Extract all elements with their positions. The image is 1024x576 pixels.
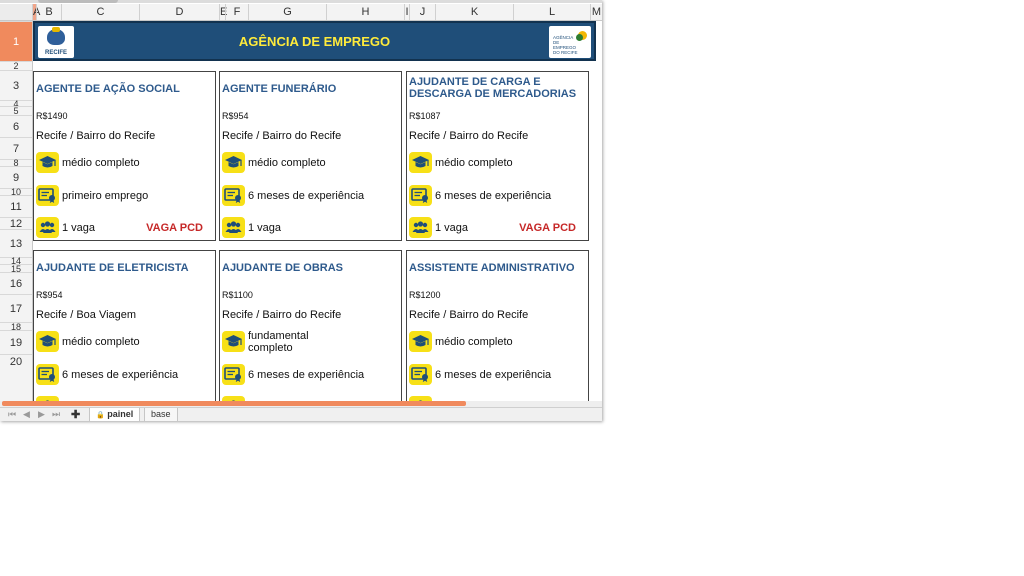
- select-all-corner[interactable]: [0, 4, 32, 20]
- toolbar-strip: [0, 0, 602, 3]
- row-header[interactable]: 12: [0, 217, 32, 229]
- page-title: AGÊNCIA DE EMPREGO: [238, 34, 391, 49]
- logo-right-text: AGÊNCIA DE EMPREGO DO RECIFE: [553, 35, 578, 55]
- graduation-cap-icon: [222, 331, 245, 352]
- salary-text: R$1100: [222, 290, 253, 300]
- row-header[interactable]: 6: [0, 115, 32, 137]
- location-text: Recife / Bairro do Recife: [222, 130, 342, 142]
- column-header[interactable]: J: [409, 4, 435, 20]
- row-header[interactable]: 16: [0, 272, 32, 294]
- vacancies-text: 1 vaga: [248, 222, 282, 234]
- spreadsheet-window: [0, 0, 602, 421]
- job-title: AJUDANTE DE CARGA E DESCARGA DE MERCADORIAS: [409, 76, 577, 100]
- graduation-cap-icon: [409, 331, 432, 352]
- column-header-bar: [0, 4, 602, 21]
- salary-text: R$954: [222, 111, 249, 121]
- salary-text: R$1200: [409, 290, 441, 300]
- row-header[interactable]: 18: [0, 322, 32, 330]
- graduation-cap-icon: [409, 152, 432, 173]
- experience-text: primeiro emprego: [62, 190, 149, 202]
- pcd-badge: VAGA PCD: [519, 222, 576, 234]
- job-card[interactable]: [406, 250, 589, 410]
- vacancies-text: 1 vaga: [62, 222, 96, 234]
- row-header[interactable]: 17: [0, 294, 32, 322]
- certificate-icon: [409, 364, 432, 385]
- people-icon: [409, 217, 432, 238]
- tab-base[interactable]: [144, 408, 178, 421]
- row-header[interactable]: 20: [0, 354, 32, 368]
- education-text: médio completo: [248, 157, 326, 169]
- column-header[interactable]: F: [225, 4, 248, 20]
- column-header[interactable]: H: [326, 4, 404, 20]
- people-icon: [36, 217, 59, 238]
- row-header[interactable]: 10: [0, 188, 32, 195]
- location-text: Recife / Bairro do Recife: [222, 309, 342, 321]
- graduation-cap-icon: [36, 152, 59, 173]
- experience-text: 6 meses de experiência: [62, 369, 179, 381]
- certificate-icon: [36, 364, 59, 385]
- lock-icon: 🔒: [96, 412, 105, 419]
- column-header[interactable]: M: [591, 6, 602, 18]
- row-header[interactable]: 1: [0, 21, 32, 61]
- row-header[interactable]: 15: [0, 264, 32, 272]
- tab-label: base: [151, 409, 171, 419]
- certificate-icon: [409, 185, 432, 206]
- add-sheet-icon[interactable]: ✚: [71, 409, 81, 421]
- salary-text: R$954: [36, 290, 63, 300]
- prev-sheet-icon[interactable]: ◀: [23, 409, 30, 419]
- certificate-icon: [222, 185, 245, 206]
- row-header[interactable]: 4: [0, 100, 32, 106]
- tab-painel[interactable]: [89, 408, 140, 421]
- row-header[interactable]: 8: [0, 159, 32, 166]
- scrollbar-thumb[interactable]: [2, 401, 466, 406]
- column-header[interactable]: I: [405, 6, 409, 18]
- experience-text: 6 meses de experiência: [248, 190, 365, 202]
- location-text: Recife / Bairro do Recife: [36, 130, 156, 142]
- certificate-icon: [222, 364, 245, 385]
- row-header[interactable]: 19: [0, 330, 32, 354]
- location-text: Recife / Bairro do Recife: [409, 130, 529, 142]
- column-header[interactable]: E: [220, 6, 228, 18]
- logo-left-text: RECIFE: [44, 50, 67, 56]
- tab-label: painel: [107, 409, 134, 419]
- education-text: médio completo: [435, 336, 513, 348]
- education-text: fundamental completo: [248, 330, 309, 354]
- agency-logo: [549, 26, 591, 58]
- job-title: AGENTE DE AÇÃO SOCIAL: [36, 83, 180, 95]
- column-header[interactable]: B: [36, 4, 61, 20]
- location-text: Recife / Boa Viagem: [36, 309, 137, 321]
- education-text: médio completo: [435, 157, 513, 169]
- row-header[interactable]: 11: [0, 195, 32, 217]
- column-header[interactable]: C: [61, 4, 139, 20]
- job-card[interactable]: [219, 71, 402, 241]
- people-icon: [222, 217, 245, 238]
- header-banner: [33, 21, 596, 61]
- column-header[interactable]: A: [33, 6, 41, 18]
- job-title: AJUDANTE DE ELETRICISTA: [36, 262, 189, 274]
- graduation-cap-icon: [36, 331, 59, 352]
- pcd-badge: VAGA PCD: [146, 222, 203, 234]
- column-header[interactable]: D: [139, 4, 219, 20]
- experience-text: 6 meses de experiência: [435, 369, 552, 381]
- column-header[interactable]: G: [248, 4, 326, 20]
- job-card[interactable]: [406, 71, 589, 241]
- job-card[interactable]: [33, 71, 216, 241]
- vacancies-text: 1 vaga: [435, 222, 469, 234]
- experience-text: 6 meses de experiência: [248, 369, 365, 381]
- row-header[interactable]: 3: [0, 70, 32, 100]
- row-header[interactable]: 2: [0, 61, 32, 70]
- row-header[interactable]: 9: [0, 166, 32, 188]
- graduation-cap-icon: [222, 152, 245, 173]
- education-text: médio completo: [62, 157, 140, 169]
- job-card[interactable]: [33, 250, 216, 410]
- job-title: AGENTE FUNERÁRIO: [222, 83, 337, 95]
- salary-text: R$1490: [36, 111, 68, 121]
- job-card[interactable]: [219, 250, 402, 410]
- experience-text: 6 meses de experiência: [435, 190, 552, 202]
- toolbar-tab[interactable]: [38, 0, 118, 3]
- sheet-tab-bar: [0, 407, 602, 421]
- education-text: médio completo: [62, 336, 140, 348]
- row-header[interactable]: 13: [0, 229, 32, 257]
- first-sheet-icon[interactable]: ⏮: [8, 409, 17, 419]
- location-text: Recife / Bairro do Recife: [409, 309, 529, 321]
- next-sheet-icon[interactable]: ▶: [38, 409, 45, 419]
- job-title: ASSISTENTE ADMINISTRATIVO: [409, 262, 575, 274]
- column-header[interactable]: K: [435, 4, 513, 20]
- row-header[interactable]: 14: [0, 257, 32, 264]
- salary-text: R$1087: [409, 111, 441, 121]
- row-header[interactable]: 5: [0, 106, 32, 115]
- certificate-icon: [36, 185, 59, 206]
- job-title: AJUDANTE DE OBRAS: [222, 262, 344, 274]
- row-header[interactable]: 7: [0, 137, 32, 159]
- column-header[interactable]: L: [513, 4, 590, 20]
- last-sheet-icon[interactable]: ⏭: [52, 409, 61, 419]
- row-header-bar: [0, 21, 33, 401]
